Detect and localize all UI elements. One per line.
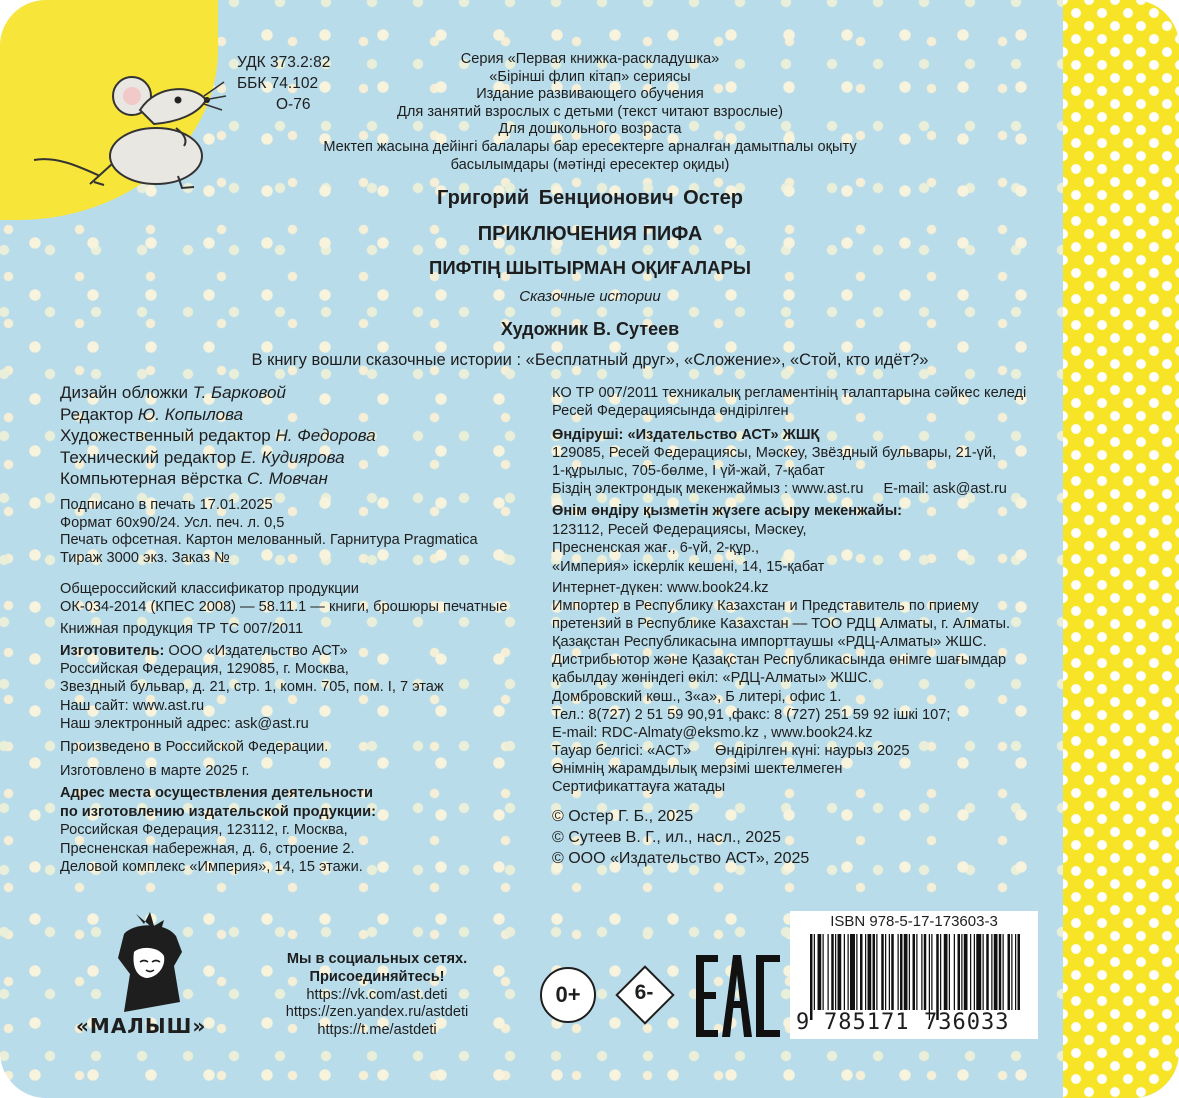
made-date: Изготовлено в марте 2025 г. <box>60 763 250 779</box>
series-line: Серия «Первая книжка-раскладушка» <box>460 51 720 67</box>
author-name: Григорий Бенционович Остер <box>437 187 743 209</box>
classifier <box>60 580 507 616</box>
classifier-line: Общероссийский классификатор продукции <box>60 581 359 597</box>
series-line: Издание развивающего обучения <box>476 86 704 103</box>
manufacturer-site: Наш сайт: www.ast.ru <box>60 697 205 714</box>
mouse-illustration <box>28 64 228 192</box>
activity-address: Адрес места осуществления деятельности по изготовлению издательской продукции: Российская Федерация, 123112, г. Москва, Пресненская набережная, д. 6, строение 2. Деловой комплекс «Империя», 14, 15 этажи. <box>60 785 376 875</box>
print-line: Подписано в печать 17.01.2025 <box>60 497 273 513</box>
print-line: Тираж 3000 экз. Заказ № <box>60 550 230 567</box>
credit-design: Дизайн обложки Т. Барковой <box>60 383 286 402</box>
kz-address: Өнім өндіру қызметін жүзеге асыру мекенжайы: 123112, Ресей Федерациясы, Мәскеу, Пресненская жағ., 6-үй, 2-құр., «Империя» іскерлік кешені, 14, 15-қабат <box>552 503 903 575</box>
eac-mark-icon <box>696 955 780 1037</box>
credit-tech-editor: Технический редактор Е. Кудиярова <box>60 447 345 467</box>
classifier-line: ОК-034-2014 (КПЕС 2008) — 58.11.1 — книги, брошюры печатные <box>60 599 508 615</box>
produced-in: Произведено в Российской Федерации. <box>60 739 329 755</box>
age-rating-6minus: 6- <box>634 981 654 1004</box>
barcode-icon <box>810 934 1024 1020</box>
social-link-zen[interactable]: https://zen.yandex.ru/astdeti <box>285 1004 469 1021</box>
print-line: Формат 60x90/24. Усл. печ. л. 0,5 <box>60 514 285 531</box>
series-line: Для дошкольного возраста <box>498 121 682 138</box>
title-kz: ПИФТІҢ ШЫТЫРМАН ОҚИҒАЛАРЫ <box>429 257 751 278</box>
manufacturer-line: Российская Федерация, 129085, г. Москва, <box>60 661 349 678</box>
isbn-text: ISBN 978-5-17-173603-3 <box>830 913 998 930</box>
logo-text: «МАЛЫШ» <box>76 1014 207 1038</box>
social-link-telegram[interactable]: https://t.me/astdeti <box>317 1022 437 1039</box>
barcode-panel <box>790 911 1038 1039</box>
barcode-digits-left: 785171 <box>824 1010 910 1035</box>
credit-layout: Компьютерная вёрстка С. Мовчан <box>60 469 328 488</box>
tr-ts: Книжная продукция ТР ТС 007/2011 <box>60 621 304 637</box>
barcode-digit-first: 9 <box>796 1010 810 1035</box>
barcode-digits-right: 736033 <box>924 1010 1010 1035</box>
manufacturer-line: Звездный бульвар, д. 21, стр. 1, комн. 705, пом. I, 7 этаж <box>60 679 444 696</box>
social-link-vk[interactable]: https://vk.com/ast.deti <box>306 986 448 1003</box>
yellow-dotted-stripe <box>1063 0 1179 1098</box>
bbk-code: ББК 74.102 <box>237 75 319 92</box>
udk-code: УДК 373.2:82 <box>237 54 331 71</box>
title-ru: ПРИКЛЮЧЕНИЯ ПИФА <box>477 223 703 245</box>
series-line: басылымдары (мәтінді ересектер оқиды) <box>450 156 730 173</box>
manufacturer: Изготовитель: ООО «Издательство АСТ» Российская Федерация, 129085, г. Москва, Звездный бульвар, д. 21, стр. 1, комн. 705, пом. I, 7 этаж Наш сайт: www.ast.ru Наш электронный адрес: ask@ast.ru <box>60 643 444 732</box>
series-line: «Бірінші флип кітап» сериясы <box>489 68 691 85</box>
kz-producer: Өндіруші: «Издательство АСТ» ЖШҚ 129085, Ресей Федерациясы, Мәскеу, Звёздный бульвары, 21-үй, 1-құрылыс, 705-бөлме, I үй-жай, 7-қабат Біздің электрондық мекенжаймыз : www.ast.ru E-mail: ask@ast.ru <box>552 427 1007 497</box>
series-line: Для занятий взрослых с детьми (текст читают взрослые) <box>397 103 783 120</box>
genre: Сказочные истории <box>519 288 661 305</box>
social-block: Мы в социальных сетях. Присоединяйтесь! https://vk.com/ast.deti https://zen.yandex.ru/astdeti https://t.me/astdeti <box>262 951 492 1040</box>
age-rating-0plus: 0+ <box>540 967 596 1023</box>
series-line: Мектеп жасына дейінгі балалары бар ересектерге арналған дамытпалы оқыту <box>323 138 857 155</box>
credit-editor: Редактор Ю. Копылова <box>60 404 244 424</box>
copyrights: © Остер Г. Б., 2025 © Сутеев В. Г., ил., насл., 2025 © ООО «Издательство АСТ», 2025 <box>552 808 810 867</box>
age-rating-6minus-badge <box>616 966 672 1022</box>
credit-art-editor: Художественный редактор Н. Федорова <box>60 426 376 445</box>
author-mark: О-76 <box>276 96 311 113</box>
illustrator: Художник В. Сутеев <box>500 319 680 339</box>
print-info <box>60 497 478 568</box>
manufacturer-email: Наш электронный адрес: ask@ast.ru <box>60 715 309 732</box>
print-line: Печать офсетная. Картон мелованный. Гарнитура Pragmatica <box>60 532 478 549</box>
contents-line: В книгу вошли сказочные истории : «Бесплатный друг», «Сложение», «Стой, кто идёт?» <box>251 351 929 369</box>
kz-block-1: КО ТР 007/2011 техникалық регламентінің талаптарына сәйкес келеді Ресей Федерациясында өндірілген <box>552 385 1027 419</box>
credits <box>60 382 376 490</box>
malysh-logo-icon <box>104 908 194 1020</box>
kz-block-2: Интернет-дүкен: www.book24.kz Импортер в Республику Казахстан и Представитель по приему претензий в Республике Казахстан — ТОО РДЦ Алматы, г. Алматы. Қазақстан Республикасына импорттаушы «РДЦ-Алматы» ЖШС. Дистрибьютор және Қазақстан Республикасында өнімге шағымдар қабылдау жөніндегі өкіл: «РДЦ-Алматы» ЖШС. Домбровский көш., 3«а», Б литері, офис 1. Тел.: 8(727) 2 51 59 90,91 ,факс: 8 (727) 251 59 92 ішкі 107; E-mail: RDC-Almaty@eksmo.kz , www.book24.kz Тауар белгісі: «АСТ» Өндірілген күні: наурыз 2025 Өнімнің жарамдылық мерзімі шектелмеген Сертификаттауға жатады <box>552 580 1011 796</box>
series-info <box>290 51 890 174</box>
